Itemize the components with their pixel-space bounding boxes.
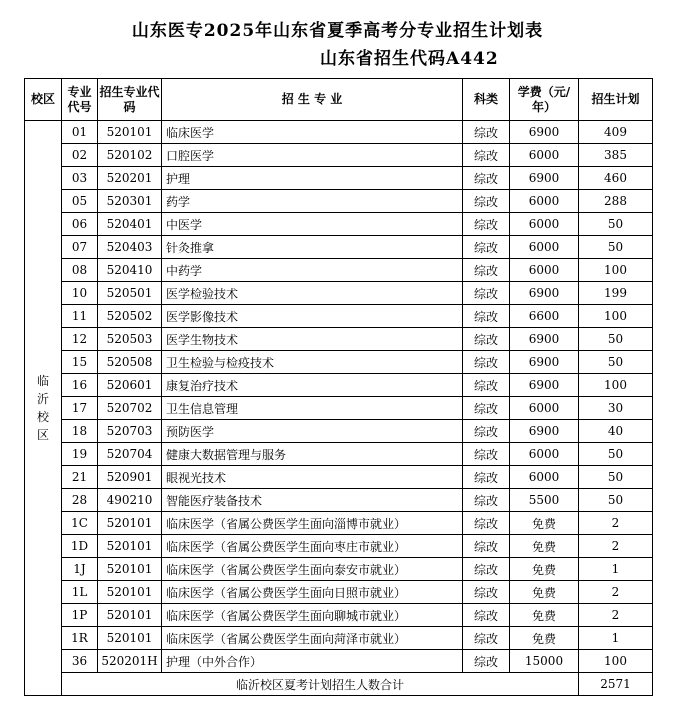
cell-subject: 综改 [463,535,510,558]
cell-plan: 50 [579,466,653,489]
cell-major-code: 520703 [98,420,162,443]
total-label: 临沂校区夏考计划招生人数合计 [62,673,579,696]
cell-plan: 100 [579,650,653,673]
table-row [25,604,653,627]
cell-major-name: 医学检验技术 [162,282,463,305]
cell-major-name: 临床医学（省属公费医学生面向淄博市就业） [162,512,463,535]
cell-tuition: 6900 [510,121,579,144]
header-tuition: 学费（元/年） [510,79,579,121]
cell-plan: 100 [579,305,653,328]
cell-major-name: 中医学 [162,213,463,236]
table-row [25,558,653,581]
cell-plan: 50 [579,351,653,374]
cell-major-code: 520101 [98,535,162,558]
header-plan: 招生计划 [579,79,653,121]
cell-tuition: 6900 [510,167,579,190]
cell-subject: 综改 [463,328,510,351]
cell-tuition: 免费 [510,627,579,650]
cell-major-no: 10 [62,282,98,305]
header-major-name: 招 生 专 业 [162,79,463,121]
cell-major-no: 21 [62,466,98,489]
cell-subject: 综改 [463,397,510,420]
cell-major-name: 口腔医学 [162,144,463,167]
cell-major-code: 520702 [98,397,162,420]
cell-subject: 综改 [463,420,510,443]
cell-major-code: 520301 [98,190,162,213]
cell-subject: 综改 [463,604,510,627]
table-row [25,121,653,144]
cell-tuition: 免费 [510,558,579,581]
page-title: 山东医专2025年山东省夏季高考分专业招生计划表 [131,21,544,41]
total-value: 2571 [579,673,653,696]
cell-major-name: 康复治疗技术 [162,374,463,397]
cell-tuition: 6000 [510,466,579,489]
cell-subject: 综改 [463,512,510,535]
cell-major-no: 1J [62,558,98,581]
cell-subject: 综改 [463,190,510,213]
cell-plan: 385 [579,144,653,167]
table-row [25,397,653,420]
table-row [25,650,653,673]
cell-tuition: 5500 [510,489,579,512]
cell-major-no: 11 [62,305,98,328]
table-row [25,374,653,397]
cell-major-code: 520704 [98,443,162,466]
table-row [25,535,653,558]
table-row [25,420,653,443]
cell-plan: 30 [579,397,653,420]
cell-major-code: 520901 [98,466,162,489]
cell-major-name: 护理 [162,167,463,190]
campus-cell [25,121,62,696]
cell-tuition: 6900 [510,374,579,397]
table-row [25,512,653,535]
cell-major-no: 01 [62,121,98,144]
cell-tuition: 15000 [510,650,579,673]
cell-major-name: 智能医疗装备技术 [162,489,463,512]
cell-subject: 综改 [463,489,510,512]
cell-subject: 综改 [463,351,510,374]
cell-major-code: 520410 [98,259,162,282]
cell-major-no: 16 [62,374,98,397]
table-header-row [25,79,653,121]
page-subtitle: 山东省招生代码A442 [320,49,499,69]
cell-tuition: 6900 [510,282,579,305]
cell-major-no: 1P [62,604,98,627]
cell-subject: 综改 [463,558,510,581]
cell-major-code: 520403 [98,236,162,259]
cell-major-code: 520601 [98,374,162,397]
cell-major-name: 临床医学（省属公费医学生面向泰安市就业） [162,558,463,581]
cell-major-name: 临床医学（省属公费医学生面向日照市就业） [162,581,463,604]
cell-subject: 综改 [463,282,510,305]
cell-subject: 综改 [463,305,510,328]
cell-plan: 40 [579,420,653,443]
cell-major-code: 520101 [98,581,162,604]
cell-tuition: 6600 [510,305,579,328]
cell-major-no: 07 [62,236,98,259]
table-row [25,167,653,190]
table-row [25,282,653,305]
cell-major-code: 520101 [98,604,162,627]
cell-major-no: 12 [62,328,98,351]
cell-major-name: 卫生检验与检疫技术 [162,351,463,374]
table-row [25,466,653,489]
cell-major-name: 临床医学（省属公费医学生面向菏泽市就业） [162,627,463,650]
cell-plan: 2 [579,512,653,535]
cell-major-code: 520502 [98,305,162,328]
cell-major-name: 临床医学（省属公费医学生面向聊城市就业） [162,604,463,627]
header-major-no: 专业代号 [62,79,98,121]
table-row [25,489,653,512]
header-major-code: 招生专业代码 [98,79,162,121]
cell-major-no: 05 [62,190,98,213]
cell-subject: 综改 [463,581,510,604]
cell-tuition: 6000 [510,213,579,236]
cell-major-name: 药学 [162,190,463,213]
cell-major-name: 健康大数据管理与服务 [162,443,463,466]
enrollment-plan-table [24,78,653,696]
total-row [25,673,653,696]
cell-major-name: 中药学 [162,259,463,282]
cell-plan: 100 [579,259,653,282]
cell-tuition: 6900 [510,420,579,443]
cell-major-name: 临床医学 [162,121,463,144]
table-row [25,259,653,282]
cell-major-code: 520101 [98,512,162,535]
cell-major-no: 1C [62,512,98,535]
cell-major-code: 520102 [98,144,162,167]
cell-major-no: 1L [62,581,98,604]
cell-major-code: 520201H [98,650,162,673]
cell-major-no: 18 [62,420,98,443]
header-subject: 科类 [463,79,510,121]
cell-subject: 综改 [463,650,510,673]
cell-tuition: 6000 [510,190,579,213]
cell-subject: 综改 [463,259,510,282]
cell-plan: 2 [579,535,653,558]
cell-major-no: 03 [62,167,98,190]
cell-tuition: 免费 [510,535,579,558]
table-row [25,144,653,167]
table-row [25,190,653,213]
cell-major-code: 520508 [98,351,162,374]
cell-major-no: 28 [62,489,98,512]
cell-plan: 50 [579,443,653,466]
cell-subject: 综改 [463,627,510,650]
cell-plan: 50 [579,213,653,236]
cell-subject: 综改 [463,466,510,489]
campus-name: 临沂校区 [37,374,50,442]
cell-major-code: 520401 [98,213,162,236]
table-row [25,627,653,650]
table-row [25,328,653,351]
cell-major-code: 520501 [98,282,162,305]
table-row [25,443,653,466]
table-row [25,236,653,259]
cell-plan: 1 [579,627,653,650]
cell-tuition: 6000 [510,259,579,282]
cell-plan: 460 [579,167,653,190]
cell-major-no: 06 [62,213,98,236]
cell-plan: 288 [579,190,653,213]
cell-major-name: 临床医学（省属公费医学生面向枣庄市就业） [162,535,463,558]
cell-major-code: 490210 [98,489,162,512]
cell-tuition: 免费 [510,604,579,627]
cell-plan: 50 [579,328,653,351]
cell-major-no: 1D [62,535,98,558]
cell-plan: 409 [579,121,653,144]
cell-tuition: 免费 [510,581,579,604]
cell-plan: 50 [579,236,653,259]
cell-subject: 综改 [463,144,510,167]
cell-major-name: 护理（中外合作） [162,650,463,673]
cell-tuition: 6000 [510,443,579,466]
cell-plan: 1 [579,558,653,581]
cell-plan: 2 [579,604,653,627]
cell-plan: 2 [579,581,653,604]
cell-major-no: 36 [62,650,98,673]
cell-major-code: 520201 [98,167,162,190]
cell-major-code: 520101 [98,558,162,581]
cell-subject: 综改 [463,121,510,144]
cell-subject: 综改 [463,443,510,466]
cell-major-code: 520101 [98,627,162,650]
cell-tuition: 免费 [510,512,579,535]
cell-major-no: 02 [62,144,98,167]
cell-major-name: 卫生信息管理 [162,397,463,420]
cell-major-no: 1R [62,627,98,650]
cell-tuition: 6900 [510,328,579,351]
cell-major-no: 15 [62,351,98,374]
cell-major-name: 眼视光技术 [162,466,463,489]
cell-major-code: 520101 [98,121,162,144]
cell-tuition: 6900 [510,351,579,374]
cell-plan: 50 [579,489,653,512]
table-row [25,581,653,604]
table-row [25,351,653,374]
header-campus: 校区 [25,79,62,121]
cell-major-name: 预防医学 [162,420,463,443]
cell-tuition: 6000 [510,397,579,420]
table-row [25,213,653,236]
cell-subject: 综改 [463,236,510,259]
cell-major-no: 17 [62,397,98,420]
cell-subject: 综改 [463,213,510,236]
cell-major-code: 520503 [98,328,162,351]
cell-subject: 综改 [463,374,510,397]
table-row [25,305,653,328]
cell-plan: 100 [579,374,653,397]
cell-plan: 199 [579,282,653,305]
cell-major-name: 医学生物技术 [162,328,463,351]
cell-major-no: 08 [62,259,98,282]
cell-subject: 综改 [463,167,510,190]
cell-major-name: 针灸推拿 [162,236,463,259]
cell-tuition: 6000 [510,236,579,259]
cell-major-name: 医学影像技术 [162,305,463,328]
cell-tuition: 6000 [510,144,579,167]
cell-major-no: 19 [62,443,98,466]
